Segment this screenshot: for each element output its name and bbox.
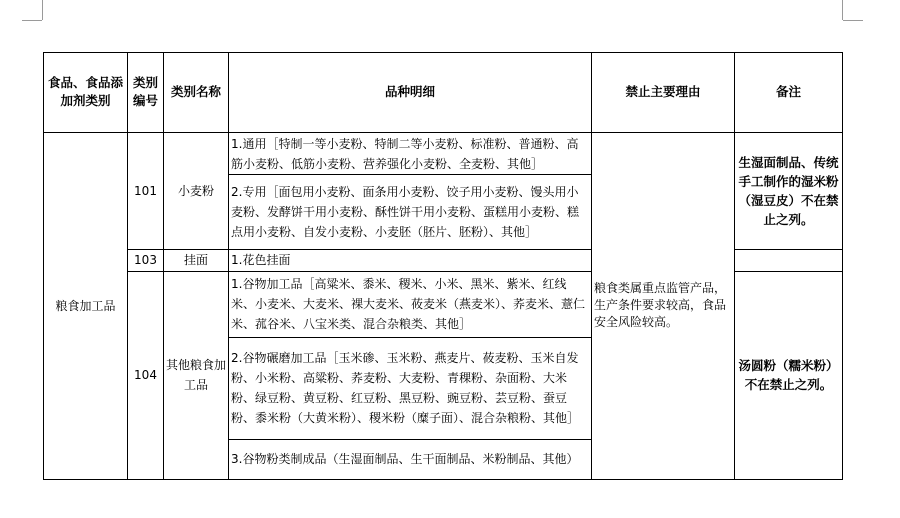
- header-name: 类别名称: [164, 53, 229, 133]
- crop-mark-top-right-horizontal: [843, 20, 863, 21]
- crop-mark-top-left-vertical: [42, 0, 43, 20]
- header-category: 食品、食品添加剂类别: [44, 53, 128, 133]
- header-note: 备注: [735, 53, 843, 133]
- header-code: 类别编号: [128, 53, 164, 133]
- crop-mark-top-right-vertical: [842, 0, 843, 20]
- code-cell: 101: [128, 132, 164, 249]
- name-cell: 小麦粉: [164, 132, 229, 249]
- header-detail: 品种明细: [229, 53, 592, 133]
- detail-cell: 3.谷物粉类制成品（生湿面制品、生干面制品、米粉制品、其他）: [229, 439, 592, 479]
- code-cell: 103: [128, 249, 164, 271]
- header-reason: 禁止主要理由: [592, 53, 735, 133]
- table-row: [44, 132, 843, 174]
- reason-cell: 粮食类属重点监管产品，生产条件要求较高，食品安全风险较高。: [592, 132, 735, 479]
- header-row: [44, 53, 843, 133]
- detail-cell: 2.专用［面包用小麦粉、面条用小麦粉、饺子用小麦粉、馒头用小麦粉、发酵饼干用小麦粉、酥性饼干用小麦粉、蛋糕用小麦粉、糕点用小麦粉、自发小麦粉、小麦胚（胚片、胚粉）、其他］: [229, 175, 592, 250]
- category-cell: 粮食加工品: [44, 132, 128, 479]
- crop-mark-top-left-horizontal: [22, 20, 42, 21]
- note-cell: [735, 249, 843, 271]
- note-cell: 生湿面制品、传统手工制作的湿米粉（湿豆皮）不在禁止之列。: [735, 132, 843, 249]
- name-cell: 挂面: [164, 249, 229, 271]
- name-cell: 其他粮食加工品: [164, 271, 229, 479]
- code-cell: 104: [128, 271, 164, 479]
- detail-cell: 1.谷物加工品［高粱米、黍米、稷米、小米、黑米、紫米、红线米、小麦米、大麦米、裸大麦米、莜麦米（燕麦米）、荞麦米、薏仁米、菰谷米、八宝米类、混合杂粮类、其他］: [229, 271, 592, 337]
- note-cell: 汤圆粉（糯米粉）不在禁止之列。: [735, 271, 843, 479]
- detail-cell: 2.谷物碾磨加工品［玉米碜、玉米粉、燕麦片、莜麦粉、玉米自发粉、小米粉、高粱粉、荞麦粉、大麦粉、青稞粉、杂面粉、大米粉、绿豆粉、黄豆粉、红豆粉、黑豆粉、豌豆粉、芸豆粉、蚕豆粉、黍米粉（大黄米粉）、稷米粉（糜子面）、混合杂粮粉、其他］: [229, 337, 592, 439]
- detail-cell: 1.花色挂面: [229, 249, 592, 271]
- food-category-table: [43, 52, 843, 480]
- detail-cell: 1.通用［特制一等小麦粉、特制二等小麦粉、标准粉、普通粉、高筋小麦粉、低筋小麦粉、营养强化小麦粉、全麦粉、其他］: [229, 132, 592, 174]
